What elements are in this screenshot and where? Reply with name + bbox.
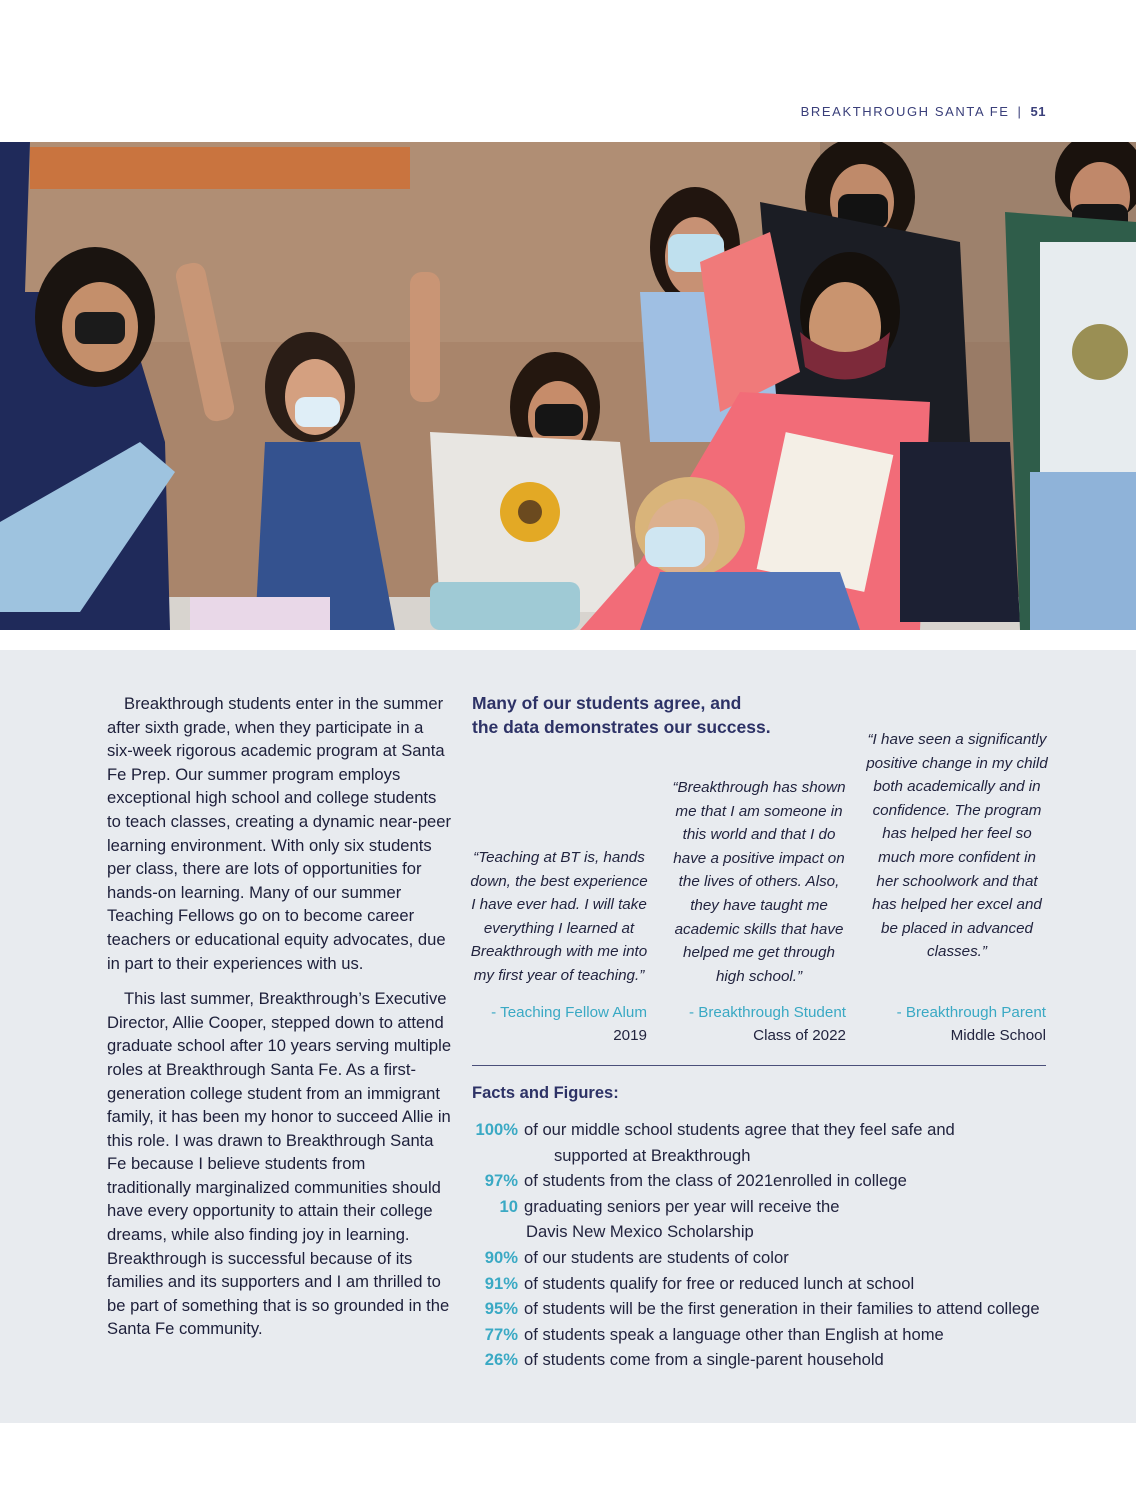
attribution-detail: 2019 [613, 1027, 647, 1044]
fact-number: 90% [484, 1247, 518, 1267]
fact-item [472, 1296, 1072, 1322]
running-header [801, 104, 1046, 119]
fact-item [472, 1322, 1072, 1348]
fact-line-2: supported at Breakthrough [554, 1145, 751, 1165]
attribution-detail: Class of 2022 [753, 1027, 846, 1044]
body-text [107, 692, 452, 1353]
fact-number: 100% [475, 1120, 518, 1139]
fact-item [472, 1168, 1072, 1194]
fact-number: 77% [484, 1324, 518, 1344]
quote-parent: “I have seen a significantly positive change in my child both academically and in confidence. The program has helped her feel so much more confident in her schoolwork and that has helped her excel and be placed in advanced classes.” [866, 731, 1048, 961]
fact-text [524, 1117, 1072, 1168]
fact-text: of students from the class of 2021enrolled in college [524, 1171, 907, 1191]
facts-title: Facts and Figures: [472, 1084, 619, 1102]
group-photo [0, 142, 1136, 630]
fact-number: 95% [484, 1299, 518, 1319]
fact-item [472, 1347, 1072, 1373]
divider-rule [472, 1065, 1046, 1066]
fact-text: of students speak a language other than English at home [524, 1324, 944, 1344]
body-paragraph-2: This last summer, Breakthrough’s Executive Director, Allie Cooper, stepped down to attend graduate school after 10 years serving multiple roles at Breakthrough Santa Fe. As a first-generation college student from an immigrant family, it has been my honor to succeed Allie in this role. I was drawn to Breakthrough Santa Fe because I believe students from traditionally marginalized communities should have every opportunity to attain their college dreams, while also finding joy in learning. Breakthrough is successful because of its families and its supporters and I am thrilled to be part of something that is so grounded in the Santa Fe community. [107, 989, 452, 1339]
body-paragraph-1: Breakthrough students enter in the summer after sixth grade, when they participate in a six-week rigorous academic program at Santa Fe Prep. Our summer program employs exceptional high school and college students to teach classes, creating a dynamic near-peer learning environment. With only six students per class, there are lots of opportunities for hands-on learning. Many of our summer Teaching Fellows go on to become career teachers or educational equity advocates, due in part to their experiences with us. [107, 694, 452, 973]
page-number: 51 [1030, 104, 1046, 119]
attribution-who: - Breakthrough Student [688, 1004, 846, 1021]
publication-name: BREAKTHROUGH SANTA FE [800, 104, 1010, 119]
fact-number: 97% [484, 1171, 518, 1191]
header-separator: | [1017, 104, 1023, 119]
sidebar-headline: Many of our students agree, and the data demonstrates our success. [472, 693, 771, 737]
attribution-detail: Middle School [950, 1027, 1046, 1044]
fact-item [472, 1271, 1072, 1297]
attribution-who: - Breakthrough Parent [896, 1004, 1046, 1021]
fact-item [472, 1245, 1072, 1271]
attribution-student [650, 1001, 846, 1047]
quote-student: “Breakthrough has shown me that I am someone in this world and that I do have a positive impact on the lives of others. Also, they have taught me academic skills that have helped me get through high school.” [672, 779, 846, 985]
fact-number: 91% [484, 1273, 518, 1293]
fact-text: of students come from a single-parent household [524, 1350, 884, 1370]
fact-line-2: Davis New Mexico Scholarship [526, 1222, 754, 1242]
fact-text: of our students are students of color [524, 1247, 789, 1267]
attribution-who: - Teaching Fellow Alum [491, 1004, 647, 1021]
fact-item [472, 1117, 1072, 1168]
fact-number: 26% [484, 1350, 518, 1370]
fact-number: 10 [499, 1196, 518, 1216]
group-photo-icon [0, 142, 1136, 630]
fact-line-1: of our middle school students agree that they feel safe and [524, 1120, 955, 1139]
fact-text: of students qualify for free or reduced lunch at school [524, 1273, 915, 1293]
quote-teaching-fellow: “Teaching at BT is, hands down, the best experience I have ever had. I will take everything I learned at Breakthrough with me into my first year of teaching.” [470, 849, 648, 984]
facts-list [472, 1117, 1072, 1373]
fact-item [472, 1194, 1072, 1245]
fact-text: of students will be the first generation in their families to attend college [524, 1299, 1040, 1319]
fact-text [524, 1194, 1072, 1245]
attribution-parent [850, 1001, 1046, 1047]
attribution-teaching-fellow [450, 1001, 647, 1047]
fact-line-1: graduating seniors per year will receive the [524, 1196, 840, 1216]
